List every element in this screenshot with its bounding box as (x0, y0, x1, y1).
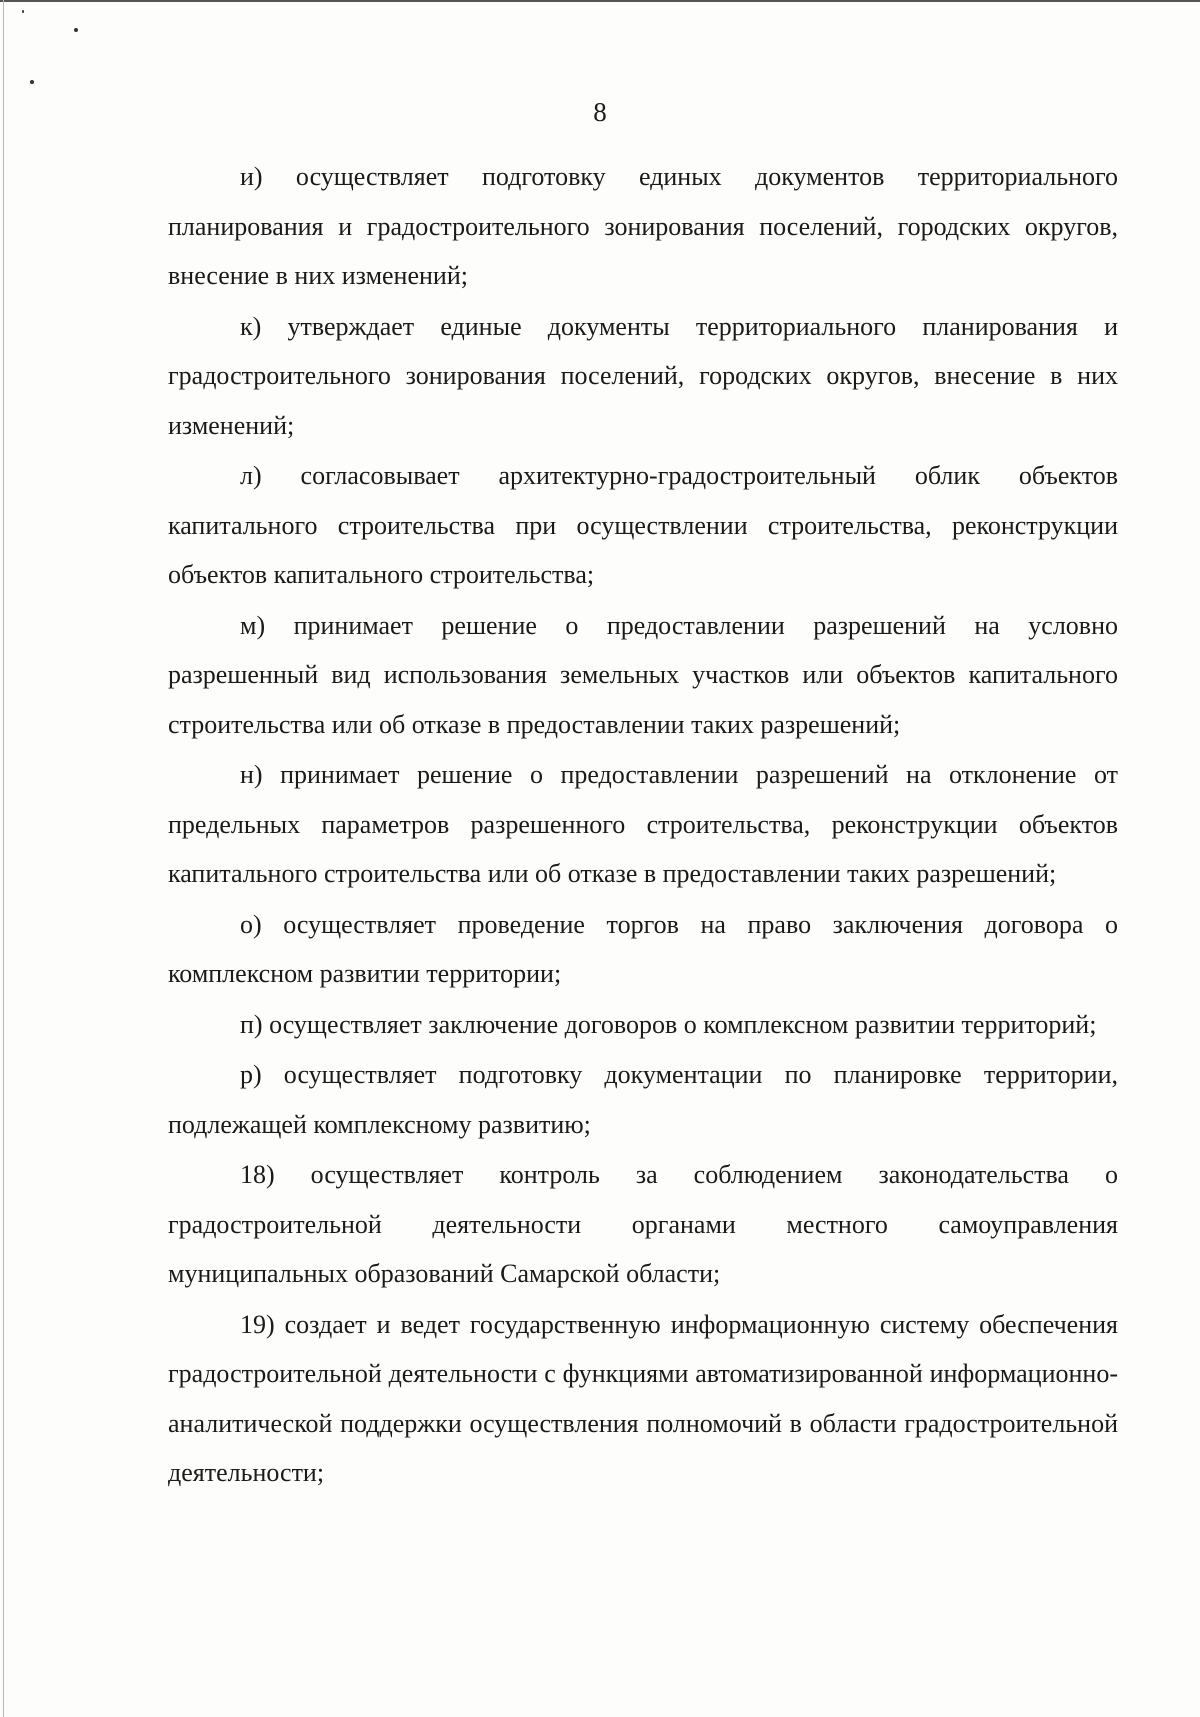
scan-speck (30, 80, 34, 84)
paragraph-k: к) утверждает единые документы территориального планирования и градостроительного зонирования поселений, городских округов, внесение в них изменений; (168, 311, 1118, 440)
document-body (168, 152, 1118, 1499)
paragraph-18: 18) осуществляет контроль за соблюдением законодательства о градостроительной деятельности органами местного самоуправления муниципальных образований Самарской области; (168, 1160, 1118, 1288)
paragraph-o: о) осуществляет проведение торгов на право заключения договора о комплексном развитии территории; (168, 909, 1118, 988)
paragraph-r: р) осуществляет подготовку документации по планировке территории, подлежащей комплексному развитию; (168, 1060, 1118, 1139)
paragraph-p: п) осуществляет заключение договоров о комплексном развитии территорий; (240, 1009, 1097, 1039)
scan-left-edge (3, 0, 4, 1717)
scan-speck (22, 10, 24, 13)
page-number: 8 (593, 97, 607, 127)
paragraph-n: н) принимает решение о предоставлении разрешений на отклонение от предельных параметров разрешенного строительства, реконструкции объектов капитального строительства или об отказе в предоставлении таких разрешений; (168, 760, 1118, 888)
scan-top-edge (0, 0, 1200, 2)
paragraph-l: л) согласовывает архитектурно-градостроительный облик объектов капитального строительства при осуществлении строительства, реконструкции объектов капитального строительства; (168, 461, 1118, 589)
paragraph-m: м) принимает решение о предоставлении разрешений на условно разрешенный вид использования земельных участков или объектов капитального строительства или об отказе в предоставлении таких разрешений; (168, 610, 1118, 739)
paragraph-19: 19) создает и ведет государственную информационную систему обеспечения градостроительной деятельности с функциями автоматизированной информационно-аналитической поддержки осуществления полномочий в области градостроительной деятельности; (168, 1309, 1118, 1487)
scan-speck (74, 28, 78, 32)
paragraph-i: и) осуществляет подготовку единых документов территориального планирования и градостроительного зонирования поселений, городских округов, внесение в них изменений; (168, 162, 1118, 290)
